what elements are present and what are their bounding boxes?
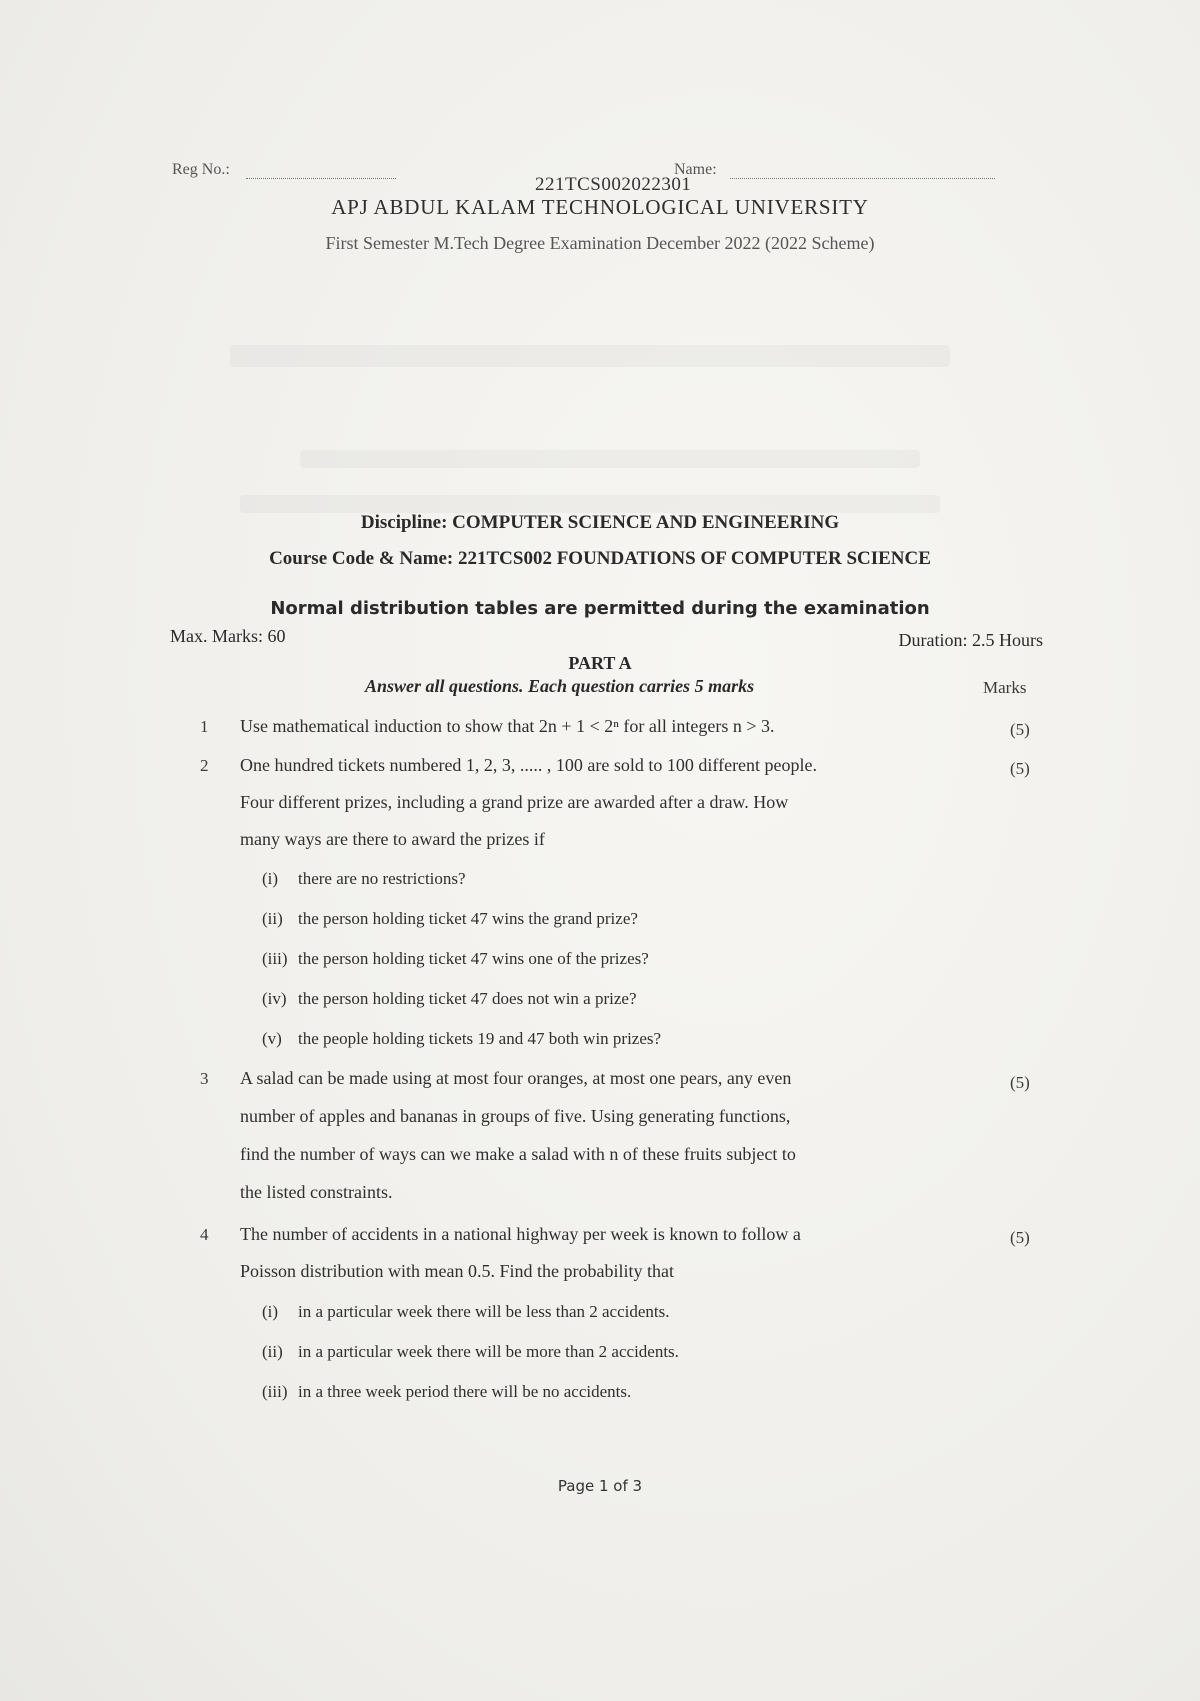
- sub-question-text: the people holding tickets 19 and 47 both win prizes?: [298, 1029, 662, 1048]
- name-label: Name:: [674, 161, 717, 178]
- question-marks: (5): [1010, 1228, 1030, 1247]
- sub-question-label: (i): [262, 1302, 279, 1321]
- reg-no-field-line: [246, 178, 396, 179]
- name-field-line: [730, 178, 995, 179]
- sub-question-text: the person holding ticket 47 wins one of the prizes?: [298, 949, 649, 968]
- sub-question-label: (ii): [262, 1342, 283, 1361]
- sub-question-text: there are no restrictions?: [298, 869, 466, 888]
- question-marks: (5): [1010, 720, 1030, 739]
- exam-note: Normal distribution tables are permitted during the examination: [270, 598, 930, 619]
- university-title: APJ ABDUL KALAM TECHNOLOGICAL UNIVERSITY: [331, 195, 869, 219]
- question-text-line: the listed constraints.: [240, 1182, 393, 1202]
- sub-question-text: the person holding ticket 47 does not win a prize?: [298, 989, 637, 1008]
- question-marks: (5): [1010, 759, 1030, 778]
- sub-question-label: (iii): [262, 949, 288, 968]
- question-text-line: One hundred tickets numbered 1, 2, 3, ..... , 100 are sold to 100 different people.: [240, 755, 818, 775]
- paper-code: 221TCS002022301: [535, 174, 692, 195]
- question-text-line: Poisson distribution with mean 0.5. Find the probability that: [240, 1261, 674, 1281]
- sub-question-label: (i): [262, 869, 279, 888]
- show-through-text: [240, 495, 940, 513]
- max-marks: Max. Marks: 60: [170, 626, 286, 646]
- question-text-line: many ways are there to award the prizes if: [240, 829, 545, 849]
- sub-question-label: (iii): [262, 1382, 288, 1401]
- question-text-line: The number of accidents in a national highway per week is known to follow a: [240, 1224, 801, 1244]
- marks-column-header: Marks: [983, 678, 1027, 697]
- question-text-line: A salad can be made using at most four oranges, at most one pears, any even: [240, 1068, 792, 1088]
- question-text-line: number of apples and bananas in groups of five. Using generating functions,: [240, 1106, 791, 1126]
- page-number: Page 1 of 3: [557, 1477, 643, 1495]
- reg-no-label: Reg No.:: [172, 161, 230, 178]
- sub-question-label: (ii): [262, 909, 283, 928]
- question-marks: (5): [1010, 1073, 1030, 1092]
- question-text-line: Use mathematical induction to show that 2n + 1 < 2ⁿ for all integers n > 3.: [240, 716, 775, 736]
- question-number: 2: [200, 756, 209, 775]
- question-number: 3: [200, 1069, 209, 1088]
- sub-question-label: (iv): [262, 989, 287, 1008]
- sub-question-text: in a particular week there will be less than 2 accidents.: [298, 1302, 670, 1321]
- part-title: PART A: [568, 653, 632, 673]
- duration: Duration: 2.5 Hours: [898, 630, 1043, 650]
- sub-question-text: the person holding ticket 47 wins the grand prize?: [298, 909, 638, 928]
- show-through-text: [230, 345, 950, 367]
- sub-question-text: in a three week period there will be no accidents.: [298, 1382, 632, 1401]
- question-text-line: Four different prizes, including a grand prize are awarded after a draw. How: [240, 792, 789, 812]
- question-number: 1: [200, 717, 209, 736]
- part-instruction: Answer all questions. Each question carries 5 marks: [365, 676, 755, 696]
- sub-question-text: in a particular week there will be more than 2 accidents.: [298, 1342, 679, 1361]
- show-through-text: [300, 450, 920, 468]
- exam-title: First Semester M.Tech Degree Examination December 2022 (2022 Scheme): [325, 233, 875, 253]
- question-number: 4: [200, 1225, 209, 1244]
- discipline: Discipline: COMPUTER SCIENCE AND ENGINEERING: [360, 512, 840, 533]
- sub-question-label: (v): [262, 1029, 282, 1048]
- course-name: Course Code & Name: 221TCS002 FOUNDATIONS OF COMPUTER SCIENCE: [269, 548, 931, 569]
- question-text-line: find the number of ways can we make a salad with n of these fruits subject to: [240, 1144, 796, 1164]
